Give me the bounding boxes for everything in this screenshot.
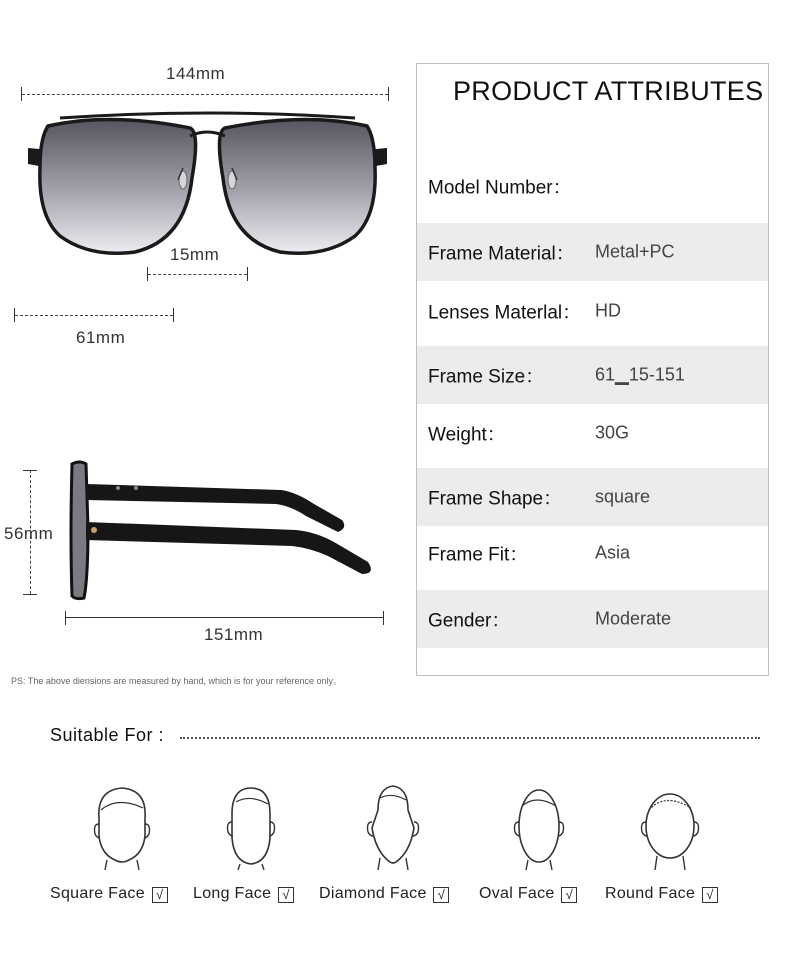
attribute-key: Weight： xyxy=(428,424,506,446)
dim-tick xyxy=(247,267,248,281)
bridge-label: 15mm xyxy=(170,245,220,264)
attribute-row-frame-size xyxy=(417,346,768,404)
suitable-for-title: Suitable For : xyxy=(50,725,165,745)
attribute-value: 30G xyxy=(595,422,630,443)
lens-width-line xyxy=(15,315,173,316)
attribute-key: Model Number： xyxy=(428,177,572,199)
face-label-text: Square Face xyxy=(50,885,145,902)
total-width-line xyxy=(22,94,388,95)
attribute-row-frame-shape xyxy=(417,468,768,526)
face-option-round xyxy=(605,885,718,903)
product-attributes-panel xyxy=(416,63,769,676)
round-face-icon xyxy=(625,780,715,870)
lens-width-label: 61mm xyxy=(76,328,126,347)
check-icon: √ xyxy=(702,887,718,903)
dim-tick xyxy=(388,87,389,101)
lens-height-label: 56mm xyxy=(4,524,54,543)
front-view xyxy=(0,0,410,360)
face-option-oval xyxy=(479,885,577,903)
dim-tick xyxy=(65,611,66,625)
attribute-row-frame-material xyxy=(417,223,768,281)
long-face-icon xyxy=(206,780,296,870)
side-view xyxy=(0,440,410,660)
diamond-face-icon xyxy=(348,780,438,870)
face-option-long xyxy=(193,885,294,903)
bridge-line xyxy=(148,274,247,275)
attribute-key: Frame Material： xyxy=(428,243,575,265)
face-label-text: Diamond Face xyxy=(319,885,427,902)
attribute-value: HD xyxy=(595,300,621,321)
face-label-text: Long Face xyxy=(193,885,272,902)
attribute-key: Lenses Materlal： xyxy=(428,302,582,324)
side-glasses-image xyxy=(66,458,378,603)
attribute-row-lenses-material xyxy=(417,282,768,340)
attributes-title: PRODUCT ATTRIBUTES xyxy=(453,76,764,106)
total-width-label: 144mm xyxy=(166,64,226,83)
attribute-value: Metal+PC xyxy=(595,241,675,262)
attribute-value: Asia xyxy=(595,542,631,563)
check-icon: √ xyxy=(278,887,294,903)
attribute-key: Gender： xyxy=(428,610,511,632)
attribute-row-frame-fit xyxy=(417,524,768,582)
attribute-row-gender xyxy=(417,590,768,648)
attribute-key: Frame Shape： xyxy=(428,488,563,510)
attribute-value: Moderate xyxy=(595,608,672,629)
attribute-key: Frame Fit： xyxy=(428,544,529,566)
face-option-diamond xyxy=(319,885,449,903)
face-option-square xyxy=(50,885,168,903)
face-label-text: Round Face xyxy=(605,885,696,902)
attribute-key: Frame Size： xyxy=(428,366,545,388)
attribute-value: 61▁15-151 xyxy=(595,364,685,385)
dim-tick xyxy=(173,308,174,322)
dim-tick xyxy=(383,611,384,625)
attribute-row-weight xyxy=(417,404,768,462)
measurement-note: PS: The above diensions are measured by hand, which is for your reference only。 xyxy=(11,676,343,686)
attribute-value: square xyxy=(595,486,651,507)
temple-length-line xyxy=(66,617,383,618)
check-icon: √ xyxy=(152,887,168,903)
dotted-divider xyxy=(180,737,760,739)
attribute-row-model-number xyxy=(417,157,768,215)
dim-tick xyxy=(23,594,37,595)
front-glasses-image xyxy=(20,108,395,258)
temple-length-label: 151mm xyxy=(204,625,264,644)
oval-face-icon xyxy=(494,780,584,870)
check-icon: √ xyxy=(433,887,449,903)
check-icon: √ xyxy=(561,887,577,903)
face-label-text: Oval Face xyxy=(479,885,555,902)
square-face-icon xyxy=(77,780,167,870)
